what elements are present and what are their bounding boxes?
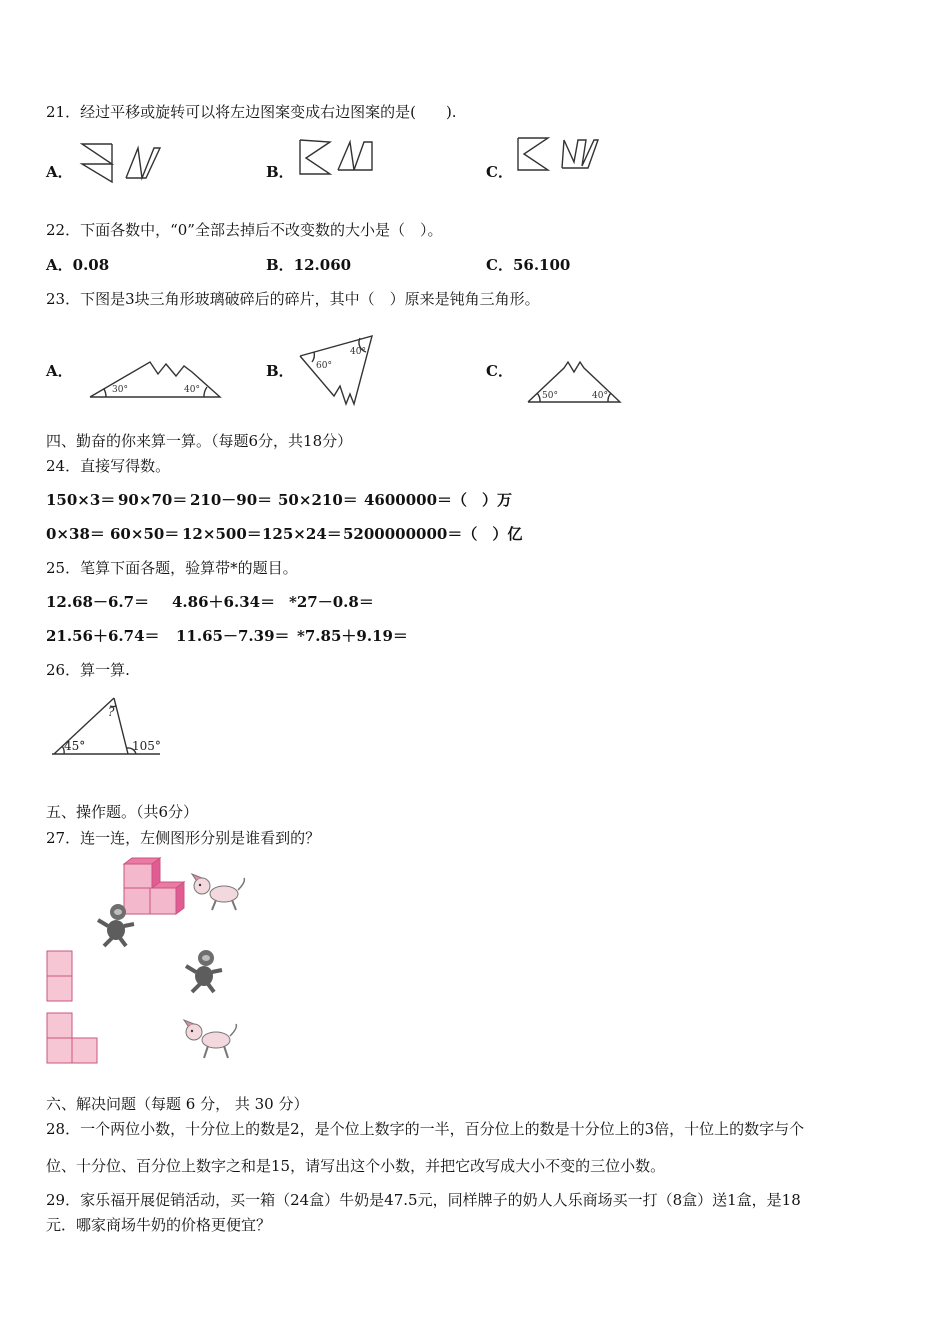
q24-r2-item5: 5200000000＝（ ）亿 bbox=[343, 525, 523, 543]
q27-text: 27．连一连，左侧图形分别是谁看到的？ bbox=[46, 829, 321, 847]
q29-line2: 元．哪家商场牛奶的价格更便宜？ bbox=[46, 1216, 272, 1234]
q21-option-c[interactable]: C． bbox=[486, 163, 513, 181]
q24-r1-item5: 4600000＝（ ）万 bbox=[364, 491, 513, 509]
q22-text: 22．下面各数中，“0”全部去掉后不改变数的大小是（ ）。 bbox=[46, 221, 443, 239]
q24-r2-item4: 125×24＝ bbox=[262, 525, 342, 543]
q24-r1-item4: 50×210＝ bbox=[278, 491, 358, 509]
q23-option-c[interactable]: C． bbox=[486, 362, 513, 380]
q23-b-angle-left: 60° bbox=[316, 361, 332, 371]
q26-unknown-angle: ? bbox=[108, 705, 115, 719]
q22-option-b[interactable]: B．12.060 bbox=[266, 256, 352, 274]
q25-r1-item2: 4.86＋6.34＝ bbox=[172, 593, 276, 611]
q27-view-2[interactable] bbox=[46, 1012, 102, 1066]
q21-figure-c bbox=[516, 136, 606, 178]
q25-r1-item1: 12.68－6.7＝ bbox=[46, 593, 150, 611]
q25-r1-item3: *27－0.8＝ bbox=[289, 593, 374, 611]
dog-icon[interactable] bbox=[182, 1018, 240, 1062]
q25-r2-item3: *7.85＋9.19＝ bbox=[297, 627, 408, 645]
section-5-heading: 五、操作题。（共6分） bbox=[46, 803, 199, 821]
q29-line1: 29．家乐福开展促销活动，买一箱（24盒）牛奶是47.5元，同样牌子的奶人人乐商场买一打（8盒）送1盒，是18 bbox=[46, 1191, 801, 1209]
q23-a-angle-left: 30° bbox=[112, 385, 128, 395]
q24-r1-item2: 90×70＝ bbox=[118, 491, 188, 509]
q24-r2-item2: 60×50＝ bbox=[110, 525, 180, 543]
q24-r1-item3: 210－90＝ bbox=[190, 491, 273, 509]
q25-r2-item2: 11.65－7.39＝ bbox=[176, 627, 290, 645]
q23-triangle-fragment-a bbox=[88, 360, 222, 400]
dog-icon bbox=[190, 872, 248, 914]
q28-line1: 28．一个两位小数，十分位上的数是2，是个位上数字的一半，百分位上的数是十分位上的3倍，十位上的数字与个 bbox=[46, 1120, 805, 1138]
q25-r2-item1: 21.56＋6.74＝ bbox=[46, 627, 160, 645]
q26-angle-105: 105° bbox=[132, 739, 161, 753]
q26-text: 26．算一算. bbox=[46, 661, 130, 679]
q28-line2: 位、十分位、百分位上数字之和是15，请写出这个小数，并把它改写成大小不变的三位小数。 bbox=[46, 1157, 666, 1175]
q26-angle-45: 45° bbox=[64, 739, 86, 753]
monkey-icon[interactable] bbox=[182, 948, 226, 994]
q21-text: 21．经过平移或旋转可以将左边图案变成右边图案的是( ). bbox=[46, 103, 457, 121]
q24-text: 24．直接写得数。 bbox=[46, 457, 171, 475]
q22-option-a[interactable]: A．0.08 bbox=[46, 256, 110, 274]
q21-option-a[interactable]: A． bbox=[46, 163, 73, 181]
section-6-heading: 六、解决问题（每题 6 分， 共 30 分） bbox=[46, 1095, 309, 1113]
q23-b-angle-right: 40° bbox=[350, 347, 366, 357]
q22-option-c[interactable]: C．56.100 bbox=[486, 256, 571, 274]
q24-r1-item1: 150×3＝ bbox=[46, 491, 116, 509]
q23-triangle-fragment-b bbox=[298, 334, 378, 408]
q21-option-b[interactable]: B． bbox=[266, 163, 294, 181]
q23-triangle-fragment-c bbox=[526, 360, 626, 406]
q23-c-angle-right: 40° bbox=[592, 391, 608, 401]
monkey-icon bbox=[94, 902, 138, 948]
q25-text: 25．笔算下面各题，验算带*的题目。 bbox=[46, 559, 298, 577]
q21-figure-b bbox=[298, 138, 378, 178]
q23-option-b[interactable]: B． bbox=[266, 362, 294, 380]
q23-text: 23．下图是3块三角形玻璃破碎后的碎片，其中（ ）原来是钝角三角形。 bbox=[46, 290, 540, 308]
section-4-heading: 四、勤奋的你来算一算。（每题6分，共18分） bbox=[46, 432, 353, 450]
q26-triangle-figure bbox=[50, 694, 166, 760]
q27-view-1[interactable] bbox=[46, 950, 76, 1004]
q23-c-angle-left: 50° bbox=[542, 391, 558, 401]
q23-a-angle-right: 40° bbox=[184, 385, 200, 395]
q23-option-a[interactable]: A． bbox=[46, 362, 73, 380]
q24-r2-item1: 0×38＝ bbox=[46, 525, 105, 543]
q21-figure-a bbox=[80, 142, 170, 184]
q24-r2-item3: 12×500＝ bbox=[182, 525, 262, 543]
